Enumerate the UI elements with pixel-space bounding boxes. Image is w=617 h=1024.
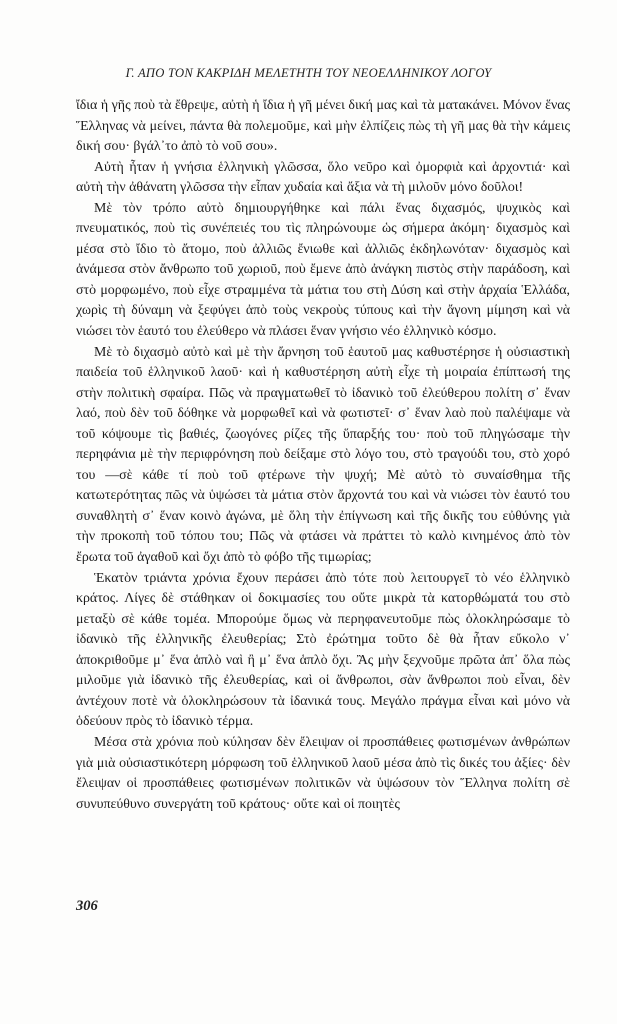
page-number: 306 [76,898,98,914]
paragraph: Μὲ τὸν τρόπο αὐτὸ δημιουργήθηκε καὶ πάλι ἕνας διχασμός, ψυχικὸς καὶ πνευματικός, ποὺ τὶς συνέπειές του τὶς πληρώνουμε ὡς σήμερα ἀκόμη· διχασμὸς καὶ μέσα στὸ ἴδιο τὸ ἄτομο, ποὺ ἀλλιῶς ἔνιωθε καὶ ἀλλιῶς ἐκδηλωνόταν· διχασμὸς καὶ ἀνάμεσα στὸν ἄνθρωπο τοῦ χωριοῦ, ποὺ ἔμενε ἀπὸ ἀνάγκη πιστὸς στὴν παράδοση, καὶ στὸ μορφωμένο, ποὺ εἶχε στραμμένα τὰ μάτια του στὴ Δύση καὶ στὴν ἀρχαία Ἑλλάδα, χωρὶς τὴ δύναμη νὰ ξεφύγει ἀπὸ τοὺς νεκροὺς τύπους καὶ τὴν ἄγονη μίμηση καὶ νὰ νιώσει τὸν ἑαυτό του ἐλεύθερο νὰ πλάσει ἕναν γνήσιο νέο ἑλληνικὸ κόσμο. [76,200,570,340]
running-head: Γ. ΑΠΟ ΤΟΝ ΚΑΚΡΙΔΗ ΜΕΛΕΤΗΤΗ ΤΟΥ ΝΕΟΕΛΛΗΝΙΚΟΥ ΛΟΓΟΥ [125,66,492,80]
body-text [76,96,570,815]
paragraph-continuation: ἴδια ἡ γῆς ποὺ τὰ ἔθρεψε, αὐτὴ ἡ ἴδια ἡ γῆ μένει δική μας καὶ τὰ ματακάνει. Μόνον ἕνας Ἕλληνας νὰ μείνει, πάντα θὰ πολεμοῦμε, καὶ μὴν ἐλπίζεις πὼς τὴ γῆ μας θὰ τὴν κάμεις δική σου· βγάλ᾽το ἀπὸ τὸ νοῦ σου». [76,98,570,155]
paragraph: Ἑκατὸν τριάντα χρόνια ἔχουν περάσει ἀπὸ τότε ποὺ λειτουργεῖ τὸ νέο ἑλληνικὸ κράτος. Λίγες δὲ στάθηκαν οἱ δοκιμασίες του οὔτε μικρὰ τὰ κατορθώματά του στὸ μεταξὺ σὲ κάθε τομέα. Μπορούμε ὅμως νὰ περηφανευτοῦμε πὼς ὁλοκληρώσαμε τὸ ἰδανικὸ τῆς ἑλληνικῆς ἐλευθερίας; Στὸ ἐρώτημα τοῦτο δὲ θὰ ἦταν εὔκολο ν᾽ ἀποκριθοῦμε μ᾽ ἕνα ἁπλὸ ναὶ ἢ μ᾽ ἕνα ἁπλὸ ὄχι. Ἂς μὴν ξεχνοῦμε πρῶτα ἀπ᾽ ὅλα πὼς μιλοῦμε γιὰ ἰδανικὸ τῆς ἐλευθερίας, καὶ οἱ ἄνθρωποι, σὰν ἄνθρωποι ποὺ εἶναι, δὲν ἀντέχουν ποτὲ νὰ ὁλοκληρώσουν τὰ ἰδανικά τους. Μεγάλο πράγμα εἶναι καὶ μόνο νὰ ὁδεύουν πρὸς τὸ ἰδανικὸ τέρμα. [76,570,570,730]
paragraph: Αὐτὴ ἦταν ἡ γνήσια ἑλληνικὴ γλῶσσα, ὅλο νεῦρο καὶ ὀμορφιὰ καὶ ἀρχοντιά· καὶ αὐτὴ τὴν ἀθάνατη γλῶσσα τὴν εἶπαν χυδαία καὶ ἄξια νὰ τὴ μιλοῦν μόνο δοῦλοι! [76,159,570,196]
paragraph: Μὲ τὸ διχασμὸ αὐτὸ καὶ μὲ τὴν ἄρνηση τοῦ ἑαυτοῦ μας καθυστέρησε ἡ οὐσιαστικὴ παιδεία τοῦ ἑλληνικοῦ λαοῦ· καὶ ἡ καθυστέρηση αὐτὴ εἶχε τὴ μοιραία ἐπίπτωσή της στὴν πολιτικὴ σφαίρα. Πῶς νὰ πραγματωθεῖ τὸ ἰδανικὸ τοῦ ἐλεύθερου πολίτη σ᾽ ἕναν λαό, ποὺ δὲν τοῦ δόθηκε νὰ μορφωθεῖ καὶ νὰ φωτιστεῖ· σ᾽ ἕναν λαὸ ποὺ παλέψαμε νὰ τοῦ κόψουμε τὶς βαθιές, ζωογόνες ρίζες τῆς ὕπαρξής του· ποὺ τοῦ πληγώσαμε τὴν περηφάνια μὲ τὴν περιφρόνηση ποὺ δείξαμε στὸ λόγο του, στὸ τραγούδι του, στὸ χορό του —σὲ κάθε τί ποὺ τοῦ φτέρωνε τὴν ψυχή; Μὲ αὐτὸ τὸ συναίσθημα τῆς κατωτερότητας πῶς νὰ ὑψώσει τὰ μάτια στὸν ἄρχοντά του καὶ νὰ νιώσει τὸν ἑαυτό του συναθλητὴ σ᾽ ἕναν κοινὸ ἀγώνα, μὲ ὅλη τὴν ἐπίγνωση καὶ τῆς δικῆς του εὐθύνης γιὰ τὴν προκοπὴ τοῦ τόπου του; Πῶς νὰ φτάσει νὰ πράττει τὸ καλὸ κινημένος ἀπὸ τὸν ἔρωτα τοῦ ἀγαθοῦ καὶ ὄχι ἀπὸ τὸ φόβο τῆς τιμωρίας; [76,344,570,566]
paragraph: Μέσα στὰ χρόνια ποὺ κύλησαν δὲν ἔλειψαν οἱ προσπάθειες φωτισμένων ἀνθρώπων γιὰ μιὰ οὐσιαστικότερη μόρφωση τοῦ ἑλληνικοῦ λαοῦ μέσα ἀπὸ τὶς δικές του ἀξίες· δὲν ἔλειψαν οἱ προσπάθειες φωτισμένων πολιτικῶν νὰ ὑψώσουν τὸν Ἕλληνα πολίτη σὲ συνυπεύθυνο συνεργάτη τοῦ κράτους· οὔτε καὶ οἱ ποιητὲς [76,734,570,812]
